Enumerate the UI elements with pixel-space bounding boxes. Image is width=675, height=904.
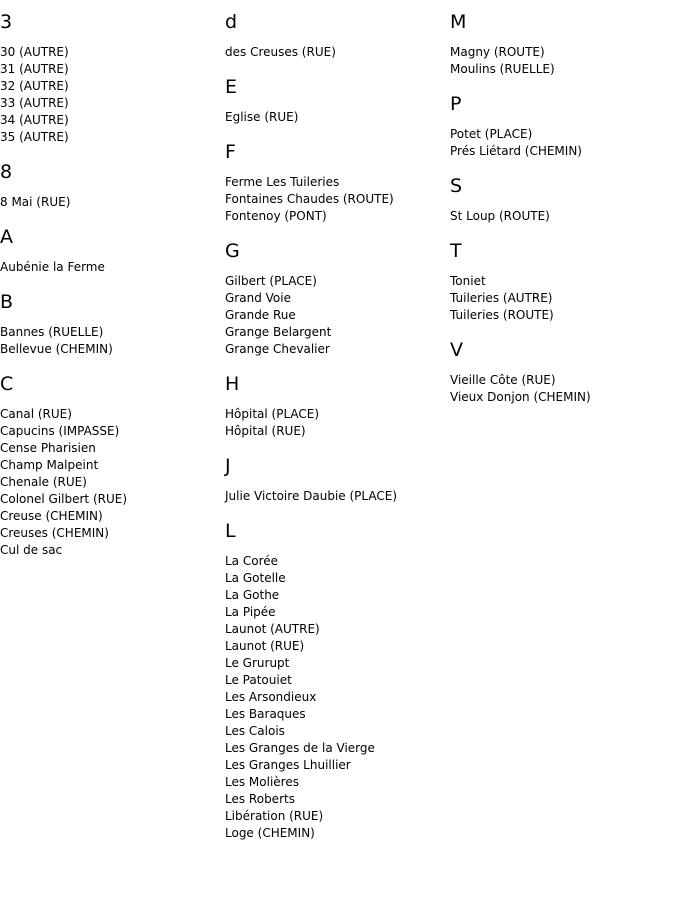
street-entry[interactable]: Le Patouiet xyxy=(225,673,292,687)
street-entry[interactable]: Les Arsondieux xyxy=(225,690,317,704)
section-letter-heading: A xyxy=(0,226,13,248)
section-letter-heading: d xyxy=(225,11,238,33)
street-entry[interactable]: Launot (RUE) xyxy=(225,639,305,653)
letter-section xyxy=(0,160,225,211)
street-list xyxy=(0,44,225,146)
letter-section xyxy=(450,239,675,324)
street-entry[interactable]: Aubénie la Ferme xyxy=(0,260,105,274)
street-entry[interactable]: Julie Victoire Daubie (PLACE) xyxy=(225,489,398,503)
street-list xyxy=(225,109,450,126)
street-list xyxy=(225,553,450,842)
letter-section xyxy=(0,10,225,146)
section-letter-heading: L xyxy=(225,520,236,542)
index-column-3 xyxy=(450,10,675,420)
street-entry[interactable]: Launot (AUTRE) xyxy=(225,622,320,636)
street-entry[interactable]: La Gothe xyxy=(225,588,280,602)
street-entry[interactable]: Prés Liétard (CHEMIN) xyxy=(450,144,582,158)
street-entry[interactable]: Eglise (RUE) xyxy=(225,110,299,124)
street-entry[interactable]: 35 (AUTRE) xyxy=(0,130,69,144)
letter-section xyxy=(225,10,450,61)
street-entry[interactable]: 30 (AUTRE) xyxy=(0,45,69,59)
street-entry[interactable]: Moulins (RUELLE) xyxy=(450,62,555,76)
section-letter-heading: 8 xyxy=(0,161,13,183)
letter-section xyxy=(225,239,450,358)
street-entry[interactable]: Chenale (RUE) xyxy=(0,475,87,489)
letter-section xyxy=(225,372,450,440)
street-entry[interactable]: Ferme Les Tuileries xyxy=(225,175,340,189)
street-entry[interactable]: 8 Mai (RUE) xyxy=(0,195,71,209)
index-column-2 xyxy=(225,10,450,856)
street-entry[interactable]: Vieille Côte (RUE) xyxy=(450,373,556,387)
street-entry[interactable]: Fontenoy (PONT) xyxy=(225,209,327,223)
letter-section xyxy=(225,454,450,505)
street-entry[interactable]: Magny (ROUTE) xyxy=(450,45,545,59)
letter-section xyxy=(0,225,225,276)
street-list xyxy=(0,259,225,276)
street-entry[interactable]: Creuses (CHEMIN) xyxy=(0,526,109,540)
street-entry[interactable]: Grange Chevalier xyxy=(225,342,330,356)
street-entry[interactable]: Les Baraques xyxy=(225,707,306,721)
street-entry[interactable]: 32 (AUTRE) xyxy=(0,79,69,93)
street-entry[interactable]: 31 (AUTRE) xyxy=(0,62,69,76)
street-entry[interactable]: Cul de sac xyxy=(0,543,63,557)
letter-section xyxy=(450,338,675,406)
street-list xyxy=(0,324,225,358)
section-letter-heading: G xyxy=(225,240,240,262)
letter-section xyxy=(0,372,225,559)
street-entry[interactable]: Canal (RUE) xyxy=(0,407,72,421)
street-entry[interactable]: Cense Pharisien xyxy=(0,441,96,455)
street-list xyxy=(450,44,675,78)
street-entry[interactable]: 33 (AUTRE) xyxy=(0,96,69,110)
street-entry[interactable]: Colonel Gilbert (RUE) xyxy=(0,492,128,506)
street-entry[interactable]: Les Molières xyxy=(225,775,299,789)
street-list xyxy=(450,208,675,225)
letter-section xyxy=(450,10,675,78)
street-entry[interactable]: La Pipée xyxy=(225,605,276,619)
street-list xyxy=(225,406,450,440)
street-entry[interactable]: Hôpital (PLACE) xyxy=(225,407,320,421)
street-list xyxy=(450,372,675,406)
street-list xyxy=(225,44,450,61)
section-letter-heading: S xyxy=(450,175,463,197)
section-letter-heading: B xyxy=(0,291,14,313)
street-entry[interactable]: Toniet xyxy=(450,274,486,288)
street-entry[interactable]: Capucins (IMPASSE) xyxy=(0,424,120,438)
street-entry[interactable]: Les Calois xyxy=(225,724,285,738)
street-entry[interactable]: Tuileries (AUTRE) xyxy=(450,291,553,305)
street-entry[interactable]: Tuileries (ROUTE) xyxy=(450,308,554,322)
letter-section xyxy=(450,92,675,160)
section-letter-heading: P xyxy=(450,93,462,115)
street-list xyxy=(225,273,450,358)
street-entry[interactable]: Libération (RUE) xyxy=(225,809,324,823)
street-entry[interactable]: Hôpital (RUE) xyxy=(225,424,306,438)
street-entry[interactable]: Creuse (CHEMIN) xyxy=(0,509,103,523)
street-entry[interactable]: 34 (AUTRE) xyxy=(0,113,69,127)
section-letter-heading: H xyxy=(225,373,240,395)
section-letter-heading: E xyxy=(225,76,238,98)
street-entry[interactable]: La Corée xyxy=(225,554,279,568)
letter-section xyxy=(225,140,450,225)
street-list xyxy=(450,126,675,160)
letter-section xyxy=(450,174,675,225)
section-letter-heading: J xyxy=(225,455,231,477)
letter-section xyxy=(0,290,225,358)
street-entry[interactable]: Gilbert (PLACE) xyxy=(225,274,317,288)
section-letter-heading: F xyxy=(225,141,236,163)
street-entry[interactable]: Bellevue (CHEMIN) xyxy=(0,342,113,356)
index-column-1 xyxy=(0,10,225,573)
section-letter-heading: C xyxy=(0,373,14,395)
street-entry[interactable]: Grange Belargent xyxy=(225,325,332,339)
section-letter-heading: T xyxy=(450,240,462,262)
letter-section xyxy=(225,75,450,126)
street-list xyxy=(225,174,450,225)
street-entry[interactable]: Les Granges de la Vierge xyxy=(225,741,375,755)
street-entry[interactable]: Vieux Donjon (CHEMIN) xyxy=(450,390,591,404)
street-entry[interactable]: St Loup (ROUTE) xyxy=(450,209,550,223)
street-entry[interactable]: La Gotelle xyxy=(225,571,286,585)
street-list xyxy=(0,194,225,211)
street-entry[interactable]: Les Roberts xyxy=(225,792,295,806)
street-entry[interactable]: Grand Voie xyxy=(225,291,291,305)
street-entry[interactable]: Champ Malpeint xyxy=(0,458,99,472)
street-entry[interactable]: Fontaines Chaudes (ROUTE) xyxy=(225,192,394,206)
street-list xyxy=(450,273,675,324)
street-entry[interactable]: Loge (CHEMIN) xyxy=(225,826,315,840)
street-list xyxy=(225,488,450,505)
street-entry[interactable]: Bannes (RUELLE) xyxy=(0,325,104,339)
street-entry[interactable]: Les Granges Lhuillier xyxy=(225,758,351,772)
letter-section xyxy=(225,519,450,842)
street-entry[interactable]: Potet (PLACE) xyxy=(450,127,533,141)
street-entry[interactable]: Grande Rue xyxy=(225,308,296,322)
street-entry[interactable]: Le Grurupt xyxy=(225,656,290,670)
section-letter-heading: V xyxy=(450,339,463,361)
street-list xyxy=(0,406,225,559)
section-letter-heading: M xyxy=(450,11,467,33)
street-entry[interactable]: des Creuses (RUE) xyxy=(225,45,336,59)
section-letter-heading: 3 xyxy=(0,11,13,33)
